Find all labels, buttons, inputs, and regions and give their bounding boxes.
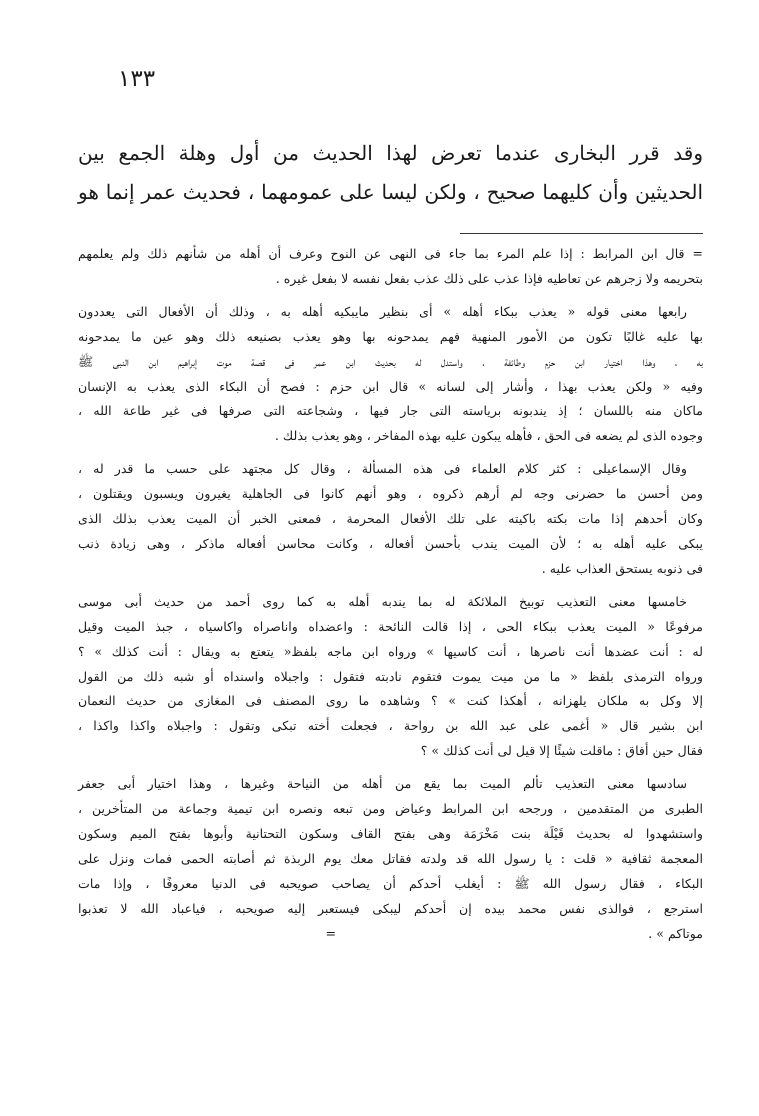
footnotes <box>78 242 703 954</box>
footnote-line: وكان أحدهم إذا مات بكته باكيته على تلك الأفعال المحرمة ، فمعنى الخبر أن الميت يعذب بذلك الذى <box>78 511 703 527</box>
footnote-line: سادسها معنى التعذيب تألم الميت بما يقع من أهله من النياحة وغيرها ، وهذا اختيار أبى جعفر <box>78 776 687 792</box>
footnote-line: بها عليه غالبًا تكون من الأمور المنهية فهم يمدحونه بها وهو يعذب بصنيعه ذلك وهو عين ما يمدحونه <box>78 328 703 344</box>
footnote-line: يبكى عليه أهله به ؛ لأن الميت يندب بأحسن أفعاله ، وكانت محاسن أفعاله ماذكر ، وهى زيادة ذنب <box>78 535 703 551</box>
footnote-line: وجوده الذى لم يضعه فى الحق ، فأهله يبكون عليه بهذه المفاخر ، وهو يعذب بذلك . <box>274 428 703 444</box>
footnote-line: فقال حين أفاق : ماقلت شيئًا إلا قيل لى أنت كذلك » ؟ <box>420 743 703 759</box>
footnote-line: البكاء ، فقال رسول الله ﷺ : أيغلب أحدكم أن يصاحب صويحبه فى الدنيا معروفًا ، وإذا مات <box>78 875 703 891</box>
footnote-line: إلا وكل به ملكان يلهزانه ، أهكذا كنت » ؟ وشاهده ما روى المصنف فى المغازى من حديث النعمان <box>78 693 703 709</box>
footnote-line: الطبرى من المتقدمين ، ورجحه ابن المرابط وعياض ومن تبعه ونصره ابن تيمية وجماعة من المتأخرين ، <box>78 801 703 817</box>
footnote-line: ورواه الترمذى بلفظ « ما من ميت يموت فتقوم نادبته فتقول : واجبلاه واسنداه أو شبه ذلك من القول <box>78 668 703 684</box>
main-text-line: وقد قرر البخارى عندما تعرض لهذا الحديث من أول وهلة الجمع بين <box>78 141 703 165</box>
footnote-line: المعجمة ثقافية « قلت : يا رسول الله قد ولدته فقاتل معك يوم الربذة ثم أصابته الحمى فمات ونزل على <box>78 850 703 866</box>
footnote-line: مرفوعًا « الميت يعذب ببكاء الحى ، إذا قالت النائحة : واعضداه واناصراه واكاسياه ، جبذ الميت وقيل <box>78 618 703 634</box>
footnote-paragraph <box>78 590 703 764</box>
main-text-line: الحديثين وأن كليهما صحيح ، ولكن ليسا على عمومهما ، فحديث عمر إنما هو <box>78 180 703 204</box>
footnote-line: واستشهدوا له بحديث قَيْلَة بنت مَخْرَمَة وهى بفتح القاف وسكون التحتانية وأبوها بفتح الميم وسكون <box>78 825 703 841</box>
footnote-paragraph <box>78 242 703 292</box>
footnote-line: خامسها معنى التعذيب توبيخ الملائكة له بما يندبه أهله به كما روى أحمد من حديث أبى موسى <box>78 593 687 609</box>
footnote-line: وفيه « ولكن يعذب بهذا ، وأشار إلى لسانه » قال ابن حزم : فصح أن البكاء الذى يعذب به الإنسان <box>78 378 703 394</box>
footnote-paragraph <box>78 300 703 449</box>
footnote-line: موتاكم » . = <box>325 925 703 941</box>
footnote-paragraph <box>78 772 703 946</box>
footnote-line: فى ذنوبه يستحق العذاب عليه . <box>541 560 703 576</box>
footnote-line: له : أنت عضدها أنت ناصرها ، أنت كاسيها » ورواه ابن ماجه بلفظ« يتعتع به ويقال : أنت كذلك » ؟ <box>78 643 703 659</box>
footnote-line: ومن أحسن ما حضرنى وجه لم أرهم ذكروه ، وهو أنهم كانوا فى الجاهلية يغيرون ويسبون ويقتلون ، <box>78 486 703 502</box>
footnote-line: بتحريمه ولا زجرهم عن تعاطيه فإذا عذب على ذلك عذب بفعل نفسه لا بفعل غيره . <box>275 270 703 286</box>
footnote-line: به ، وهذا اختيار ابن حزم وطائفة ، واستدل له بحديث ابن عمر فى قصة موت إبراهيم ابن النبى ﷺ <box>78 353 703 369</box>
footnote-line: رابعها معنى قوله « يعذب ببكاء أهله » أى بنظير مايبكيه أهله به ، وذلك أن الأفعال التى يعددون <box>78 303 687 319</box>
page-number: ١٣٣ <box>118 66 156 92</box>
footnote-line: = قال ابن المرابط : إذا علم المرء بما جاء فى النهى عن النوح وعرف أن أهله من شأنهم ذلك ولم يعلمهم <box>78 246 703 261</box>
footnote-line: وقال الإسماعيلى : كثر كلام العلماء فى هذه المسألة ، وقال كل مجتهد على حسب ما قدر له ، <box>78 461 687 477</box>
footnote-line: ابن بشير قال « أغمى على عبد الله بن رواحة ، فجعلت أخته تبكى وتقول : واجبلاه واكذا واكذا ، <box>78 718 703 734</box>
footnote-separator <box>460 233 703 234</box>
main-text <box>78 134 703 212</box>
footnote-line: ماكان منه باللسان ؛ إذ يندبونه برياسته التى جار فيها ، وشجاعته التى صرفها فى غير طاعة الله ، <box>78 403 703 419</box>
footnote-line: استرجع ، فوالذى نفس محمد بيده إن أحدكم ليبكى فيستعبر إليه صويحبه ، فياعباد الله لا تعذبوا <box>78 900 703 916</box>
footnote-paragraph <box>78 457 703 582</box>
